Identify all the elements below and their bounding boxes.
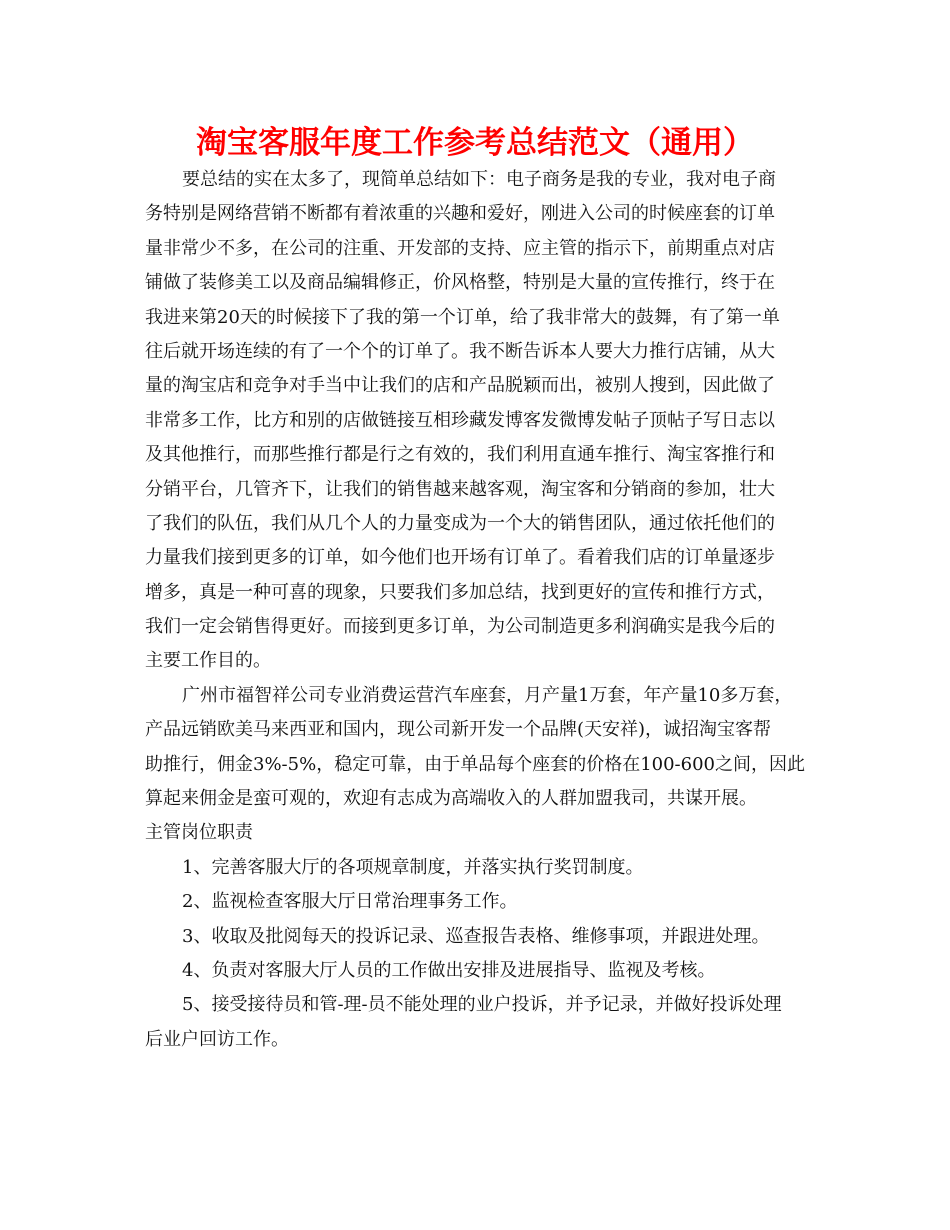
text-line: 务特别是网络营销不断都有着浓重的兴趣和爱好，刚进入公司的时候座套的订单 (145, 203, 775, 225)
text-line: 量的淘宝店和竞争对手当中让我们的店和产品脱颖而出，被别人搜到，因此做了 (145, 375, 775, 397)
section-heading: 主管岗位职责 (145, 822, 253, 844)
text-line: 力量我们接到更多的订单，如今他们也开场有订单了。看着我们店的订单量逐步 (145, 547, 775, 569)
duty-item: 5、接受接待员和管-理-员不能处理的业户投诉，并予记录，并做好投诉处理 (182, 994, 782, 1016)
text-line: 主要工作目的。 (145, 650, 271, 672)
text-line: 我们一定会销售得更好。而接到更多订单，为公司制造更多利润确实是我今后的 (145, 616, 775, 638)
text-line: 助推行，佣金3%-5%，稳定可靠，由于单品每个座套的价格在100-600之间，因此 (145, 753, 805, 775)
text-line: 往后就开场连续的有了一个个的订单了。我不断告诉本人要大力推行店铺，从大 (145, 340, 775, 362)
text-line: 非常多工作，比方和别的店做链接互相珍藏发博客发微博发帖子顶帖子写日志以 (145, 409, 775, 431)
document-body (145, 163, 815, 1057)
duty-item: 2、监视检查客服大厅日常治理事务工作。 (182, 891, 518, 913)
document-title: 淘宝客服年度工作参考总结范文（通用） (196, 125, 754, 161)
text-line: 分销平台，几管齐下，让我们的销售越来越客观，淘宝客和分销商的参加，壮大 (145, 478, 775, 500)
duty-item: 4、负责对客服大厅人员的工作做出安排及进展指导、监视及考核。 (182, 959, 716, 981)
text-line: 要总结的实在太多了，现简单总结如下：电子商务是我的专业，我对电子商 (182, 169, 776, 190)
text-line: 及其他推行，而那些推行都是行之有效的，我们利用直通车推行、淘宝客推行和 (145, 444, 775, 466)
text-line: 量非常少不多，在公司的注重、开发部的支持、应主管的指示下，前期重点对店 (145, 237, 775, 259)
text-line: 增多，真是一种可喜的现象，只要我们多加总结，找到更好的宣传和推行方式， (145, 581, 775, 603)
text-line: 铺做了装修美工以及商品编辑修正，价风格整，特别是大量的宣传推行，终于在 (145, 272, 775, 294)
duty-item: 1、完善客服大厅的各项规章制度，并落实执行奖罚制度。 (182, 856, 644, 878)
text-line: 算起来佣金是蛮可观的，欢迎有志成为高端收入的人群加盟我司，共谋开展。 (145, 788, 757, 810)
text-line: 产品远销欧美马来西亚和国内，现公司新开发一个品牌(天安祥)，诚招淘宝客帮 (145, 719, 772, 741)
text-line: 了我们的队伍，我们从几个人的力量变成为一个大的销售团队，通过依托他们的 (145, 512, 775, 534)
text-line: 广州市福智祥公司专业消费运营汽车座套，月产量1万套，年产量10多万套， (182, 684, 793, 706)
text-line: 后业户回访工作。 (145, 1028, 289, 1050)
text-line: 我进来第20天的时候接下了我的第一个订单，给了我非常大的鼓舞，有了第一单 (145, 306, 780, 328)
duty-item: 3、收取及批阅每天的投诉记录、巡查报告表格、维修事项，并跟进处理。 (182, 925, 770, 947)
